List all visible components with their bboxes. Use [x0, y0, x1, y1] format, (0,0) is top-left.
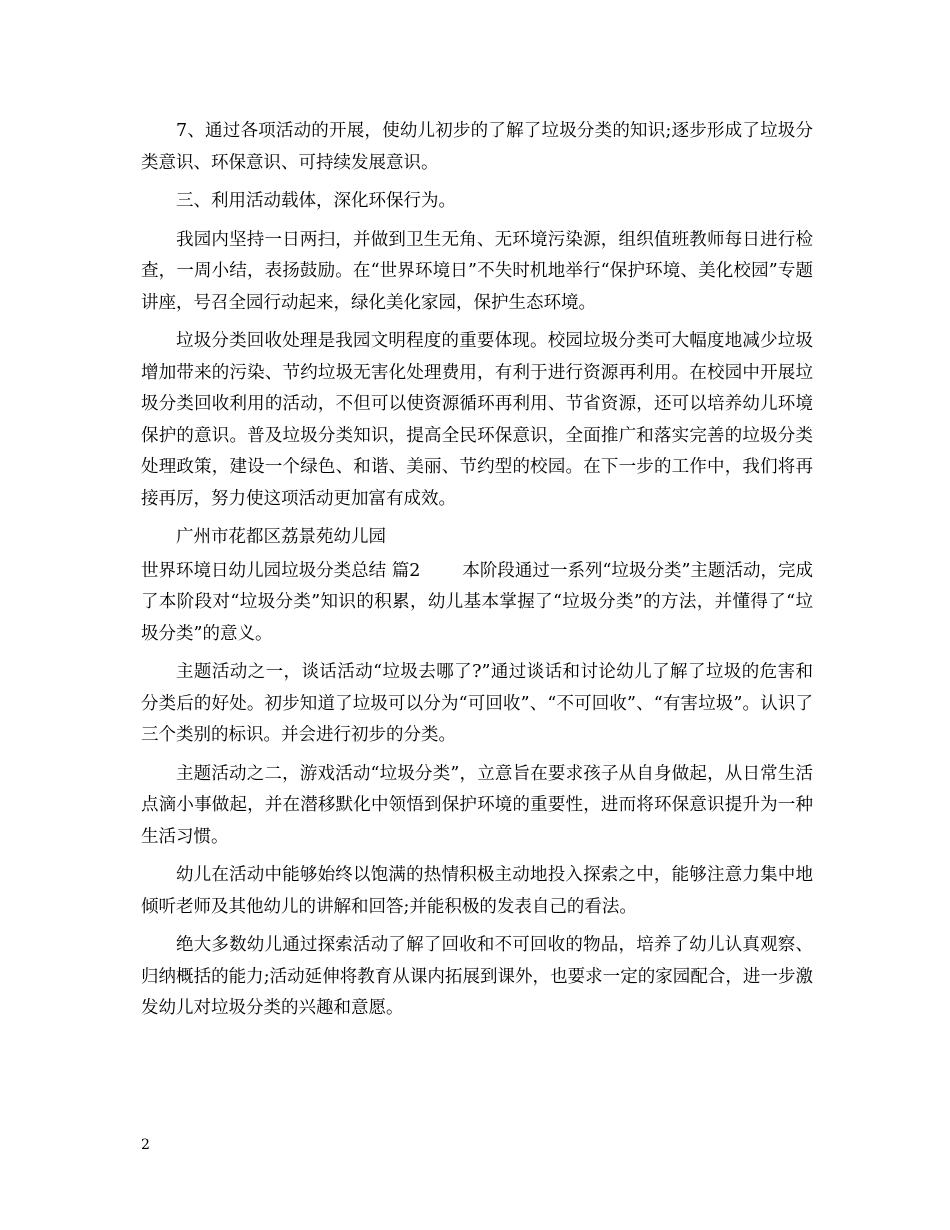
kindergarten-signature: 广州市花都区荔景苑幼儿园: [176, 527, 386, 547]
section-intro: 本阶段通过一系列“垃圾分类”主题活动，完成了本阶段对“垃圾分类”知识的积累，幼儿基本掌握了“垃圾分类”的方法，并懂得了“垃圾分类”的意义。: [141, 560, 813, 644]
paragraph-item-7: 7、通过各项活动的开展，使幼儿初步的了解了垃圾分类的知识;逐步形成了垃圾分类意识、环保意识、可持续发展意识。: [141, 121, 813, 173]
section-two-paragraph: [141, 556, 813, 651]
page-number: 2: [141, 1137, 150, 1153]
paragraph-child-engagement: 幼儿在活动中能够始终以饱满的热情积极主动地投入探索之中，能够注意力集中地倾听老师及其他幼儿的讲解和回答;并能积极的发表自己的看法。: [141, 865, 813, 917]
paragraph-theme-activity-one: 主题活动之一，谈话活动“垃圾去哪了?”通过谈话和讨论幼儿了解了垃圾的危害和分类后的好处。初步知道了垃圾可以分为“可回收”、“不可回收”、“有害垃圾”。认识了三个类别的标识。并会进行初步的分类。: [141, 662, 813, 745]
paragraph-exploration-results: 绝大多数幼儿通过探索活动了解了回收和不可回收的物品，培养了幼儿认真观察、归纳概括的能力;活动延伸将教育从课内拓展到课外，也要求一定的家园配合，进一步激发幼儿对垃圾分类的兴趣和意愿。: [141, 935, 813, 1018]
section-heading-three: 三、利用活动载体，深化环保行为。: [176, 191, 456, 211]
section-title: 世界环境日幼儿园垃圾分类总结 篇2: [141, 560, 421, 581]
paragraph-theme-activity-two: 主题活动之二，游戏活动“垃圾分类”，立意旨在要求孩子从自身做起，从日常生活点滴小事做起，并在潜移默化中领悟到保护环境的重要性，进而将环保意识提升为一种生活习惯。: [141, 763, 813, 847]
paragraph-daily-cleaning: 我园内坚持一日两扫，并做到卫生无角、无环境污染源，组织值班教师每日进行检查，一周小结，表扬鼓励。在“世界环境日”不失时机地举行“保护环境、美化校园”专题讲座，号召全园行动起来，绿化美化家园，保护生态环境。: [141, 229, 813, 313]
document-body: [141, 116, 813, 1032]
paragraph-garbage-recycling: 垃圾分类回收处理是我园文明程度的重要体现。校园垃圾分类可大幅度地减少垃圾增加带来的污染、节约垃圾无害化处理费用，有利于进行资源再利用。在校园中开展垃圾分类回收利用的活动，不但可以使资源循环再利用、节省资源，还可以培养幼儿环境保护的意识。普及垃圾分类知识，提高全民环保意识，全面推广和落实完善的垃圾分类处理政策，建设一个绿色、和谐、美丽、节约型的校园。在下一步的工作中，我们将再接再厉，努力使这项活动更加富有成效。: [141, 331, 813, 509]
